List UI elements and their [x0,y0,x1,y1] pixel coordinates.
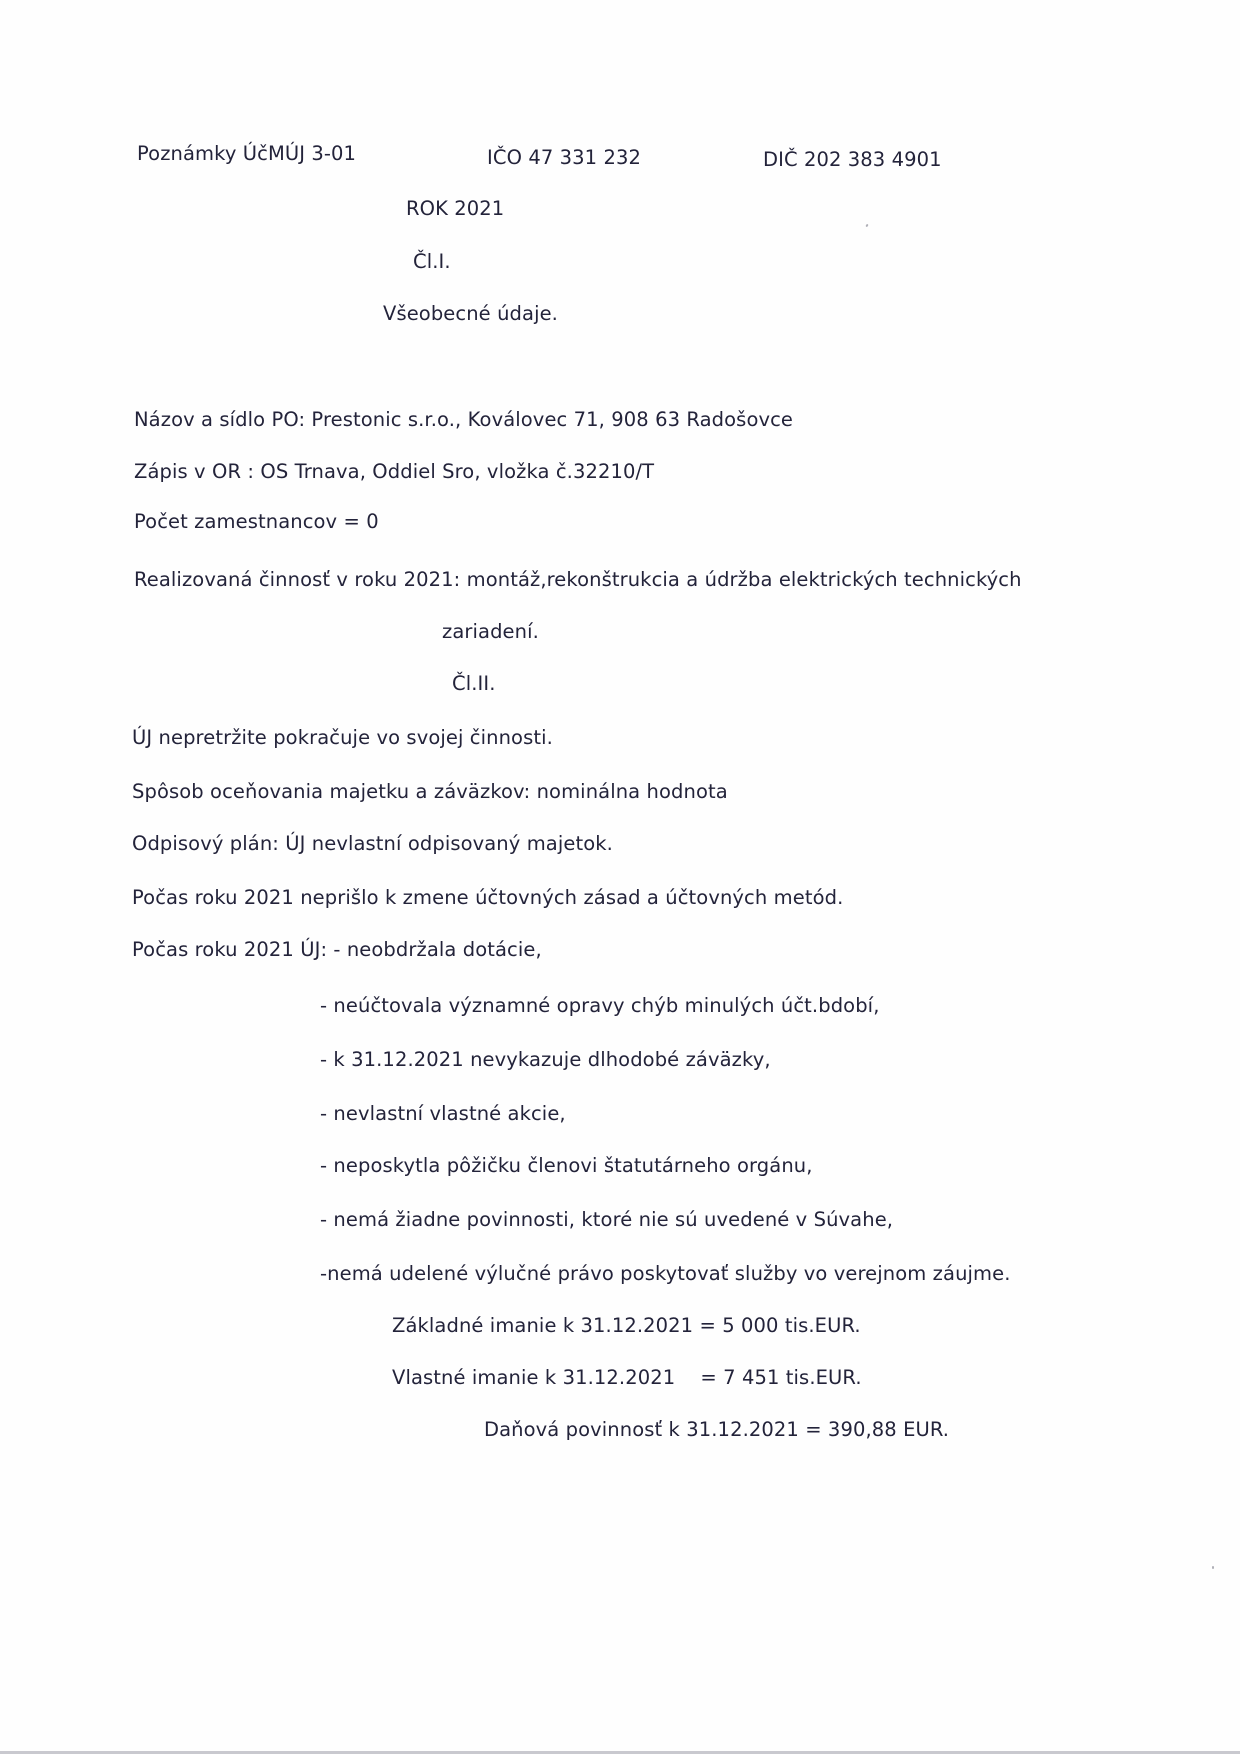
registry-entry: Zápis v OR : OS Trnava, Oddiel Sro, vložka č.32210/T [134,460,655,483]
activity-line-2: zariadení. [442,620,539,643]
list-item: - neposkytla pôžičku členovi štatutárneho orgánu, [320,1154,813,1177]
dic-number: DIČ 202 383 4901 [763,148,942,171]
list-item: - nevlastní vlastné akcie, [320,1102,566,1125]
activity-line-1: Realizovaná činnosť v roku 2021: montáž,rekonštrukcia a údržba elektrických technických [134,568,1022,591]
ico-number: IČO 47 331 232 [487,146,641,169]
scan-speck [865,224,868,228]
article-1-heading: Čl.I. [413,250,451,273]
continuity-note: ÚJ nepretržite pokračuje vo svojej činnosti. [132,726,553,749]
year-label: ROK 2021 [406,197,505,220]
policy-change-note: Počas roku 2021 neprišlo k zmene účtovných zásad a účtovných metód. [132,886,844,909]
valuation-note: Spôsob oceňovania majetku a záväzkov: nominálna hodnota [132,780,728,803]
article-2-heading: Čl.II. [452,672,496,695]
equity: Vlastné imanie k 31.12.2021 = 7 451 tis.EUR. [392,1366,862,1389]
depreciation-note: Odpisový plán: ÚJ nevlastní odpisovaný majetok. [132,832,613,855]
scan-speck [1212,1566,1214,1569]
employee-count: Počet zamestnancov = 0 [134,510,379,533]
tax-liability: Daňová povinnosť k 31.12.2021 = 390,88 EUR. [484,1418,950,1441]
section-general-heading: Všeobecné údaje. [383,302,558,325]
list-item: -nemá udelené výlučné právo poskytovať služby vo verejnom záujme. [320,1262,1011,1285]
document-title: Poznámky ÚčMÚJ 3-01 [137,142,357,165]
list-item: - k 31.12.2021 nevykazuje dlhodobé záväzky, [320,1048,771,1071]
during-year-note: Počas roku 2021 ÚJ: - neobdržala dotácie, [132,938,542,961]
list-item: - neúčtovala významné opravy chýb minulých účt.bdobí, [320,994,880,1017]
share-capital: Základné imanie k 31.12.2021 = 5 000 tis.EUR. [392,1314,861,1337]
list-item: - nemá žiadne povinnosti, ktoré nie sú uvedené v Súvahe, [320,1208,894,1231]
company-name-address: Názov a sídlo PO: Prestonic s.r.o., Koválovec 71, 908 63 Radošovce [134,408,794,431]
